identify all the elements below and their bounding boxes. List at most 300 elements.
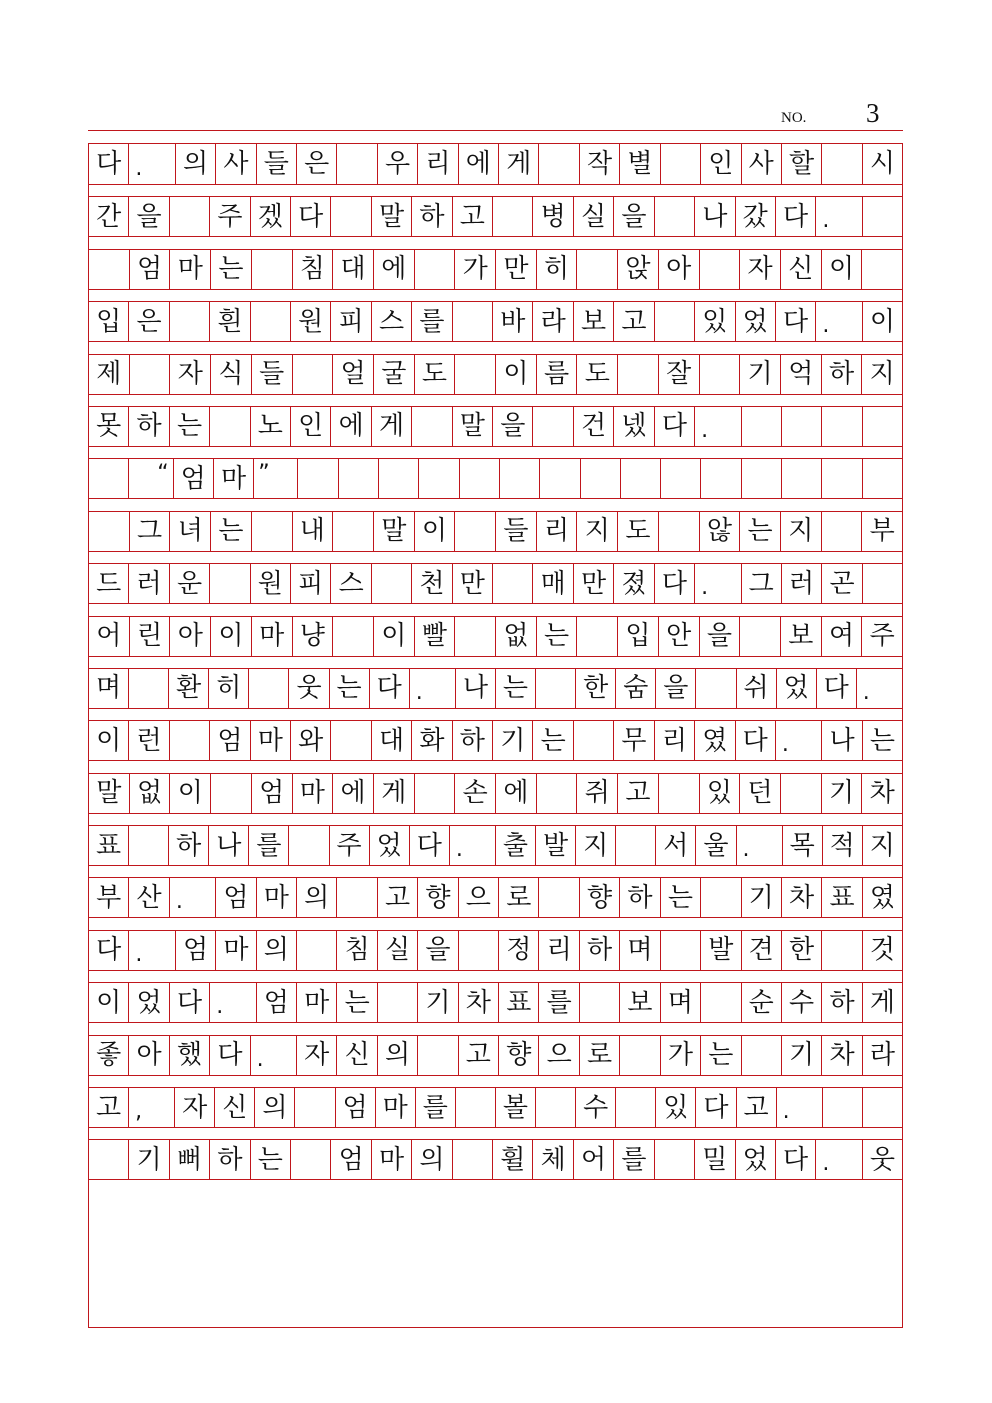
manuscript-cell: . <box>777 1088 823 1127</box>
manuscript-cell: 인 <box>701 144 741 184</box>
manuscript-cell <box>455 617 496 656</box>
manuscript-cell <box>863 197 902 236</box>
manuscript-cell: 운 <box>170 564 210 603</box>
manuscript-cell <box>419 459 459 498</box>
manuscript-cell <box>456 1088 496 1127</box>
manuscript-cell: 울 <box>696 826 736 865</box>
manuscript-row <box>89 144 902 185</box>
manuscript-cell <box>577 250 618 289</box>
manuscript-cell: 엄 <box>130 250 171 289</box>
manuscript-cell: 다 <box>89 931 129 970</box>
manuscript-cell: . <box>170 878 216 917</box>
manuscript-cell <box>379 459 419 498</box>
manuscript-cell: 대 <box>333 250 374 289</box>
manuscript-cell: 다 <box>776 302 816 341</box>
manuscript-cell <box>418 1036 458 1075</box>
manuscript-cell: 만 <box>574 564 614 603</box>
manuscript-cell <box>493 197 533 236</box>
manuscript-cell: 가 <box>455 250 496 289</box>
manuscript-row <box>89 877 902 918</box>
manuscript-cell <box>533 407 573 446</box>
manuscript-cell <box>577 617 618 656</box>
manuscript-cell: 있 <box>656 1088 696 1127</box>
manuscript-cell: 는 <box>170 407 210 446</box>
manuscript-cell: 만 <box>496 250 537 289</box>
manuscript-cell: 로 <box>580 1036 620 1075</box>
manuscript-cell: 리 <box>539 931 579 970</box>
manuscript-cell: 흰 <box>210 302 250 341</box>
manuscript-cell: 지 <box>781 512 822 551</box>
manuscript-cell: 향 <box>580 878 620 917</box>
manuscript-cell <box>539 878 579 917</box>
manuscript-cell <box>581 459 621 498</box>
manuscript-cell: 순 <box>742 983 782 1022</box>
manuscript-cell: 녀 <box>170 512 211 551</box>
manuscript-cell: 없 <box>130 774 171 813</box>
manuscript-cell: 신 <box>215 1088 255 1127</box>
manuscript-cell: 서 <box>656 826 696 865</box>
manuscript-cell: 가 <box>661 1036 701 1075</box>
manuscript-cell: 나 <box>209 826 249 865</box>
manuscript-cell: 마 <box>216 931 256 970</box>
manuscript-cell <box>822 144 862 184</box>
manuscript-cell: 자 <box>170 355 211 394</box>
manuscript-cell: 름 <box>537 355 578 394</box>
manuscript-cell: 으 <box>459 878 499 917</box>
manuscript-cell <box>661 459 701 498</box>
manuscript-cell: 표 <box>89 826 129 865</box>
manuscript-cell <box>742 1036 782 1075</box>
manuscript-cell <box>170 197 210 236</box>
manuscript-cell <box>863 407 902 446</box>
manuscript-cell: 마 <box>297 983 337 1022</box>
manuscript-cell <box>661 931 701 970</box>
manuscript-cell: 이 <box>211 617 252 656</box>
manuscript-cell <box>863 564 902 603</box>
manuscript-cell: 기 <box>493 721 533 760</box>
manuscript-cell <box>655 302 695 341</box>
manuscript-cell: 게 <box>374 774 415 813</box>
manuscript-cell <box>252 250 293 289</box>
manuscript-cell: 자 <box>175 1088 215 1127</box>
manuscript-cell: 엄 <box>216 878 256 917</box>
manuscript-cell: 는 <box>496 669 536 708</box>
manuscript-cell: 을 <box>700 617 741 656</box>
manuscript-cell: 마 <box>372 1140 412 1179</box>
manuscript-cell <box>453 302 493 341</box>
manuscript-cell: 을 <box>418 931 458 970</box>
manuscript-cell: 정 <box>499 931 539 970</box>
manuscript-cell <box>251 302 291 341</box>
manuscript-cell: 다 <box>410 826 450 865</box>
manuscript-cell <box>89 512 130 551</box>
manuscript-cell: 체 <box>533 1140 573 1179</box>
manuscript-cell <box>655 1140 695 1179</box>
manuscript-cell: 겠 <box>251 197 291 236</box>
manuscript-cell: 제 <box>89 355 130 394</box>
manuscript-cell: 는 <box>701 1036 741 1075</box>
manuscript-cell: 다 <box>170 983 210 1022</box>
manuscript-cell: . <box>862 679 870 705</box>
manuscript-cell: 침 <box>293 250 334 289</box>
manuscript-cell <box>536 669 576 708</box>
manuscript-cell: 이 <box>89 721 129 760</box>
manuscript-cell: 고 <box>378 878 418 917</box>
manuscript-cell <box>129 826 169 865</box>
manuscript-cell: 는 <box>337 983 377 1022</box>
manuscript-cell: 피 <box>331 302 371 341</box>
manuscript-cell <box>616 826 656 865</box>
manuscript-cell: 원 <box>291 302 331 341</box>
page-number-label: NO. <box>781 110 807 126</box>
manuscript-cell: 하 <box>580 931 620 970</box>
manuscript-row <box>89 773 902 814</box>
manuscript-cell: 하 <box>412 197 452 236</box>
manuscript-cell: 여 <box>822 617 863 656</box>
manuscript-cell <box>700 355 741 394</box>
manuscript-cell: 입 <box>89 302 129 341</box>
manuscript-cell: 는 <box>211 512 252 551</box>
manuscript-cell <box>331 721 371 760</box>
manuscript-cell: 도 <box>415 355 456 394</box>
manuscript-cell: 무 <box>614 721 654 760</box>
manuscript-cell: 라 <box>869 1040 895 1071</box>
manuscript-cell: . <box>776 721 822 760</box>
manuscript-cell: 산 <box>129 878 169 917</box>
manuscript-cell: 들 <box>252 355 293 394</box>
manuscript-cell: 의 <box>176 144 216 184</box>
manuscript-row <box>89 511 902 552</box>
manuscript-cell: 말 <box>453 407 493 446</box>
manuscript-cell: 는 <box>537 617 578 656</box>
manuscript-cell: 건 <box>574 407 614 446</box>
manuscript-cell: 좋 <box>89 1036 129 1075</box>
manuscript-cell: 었 <box>736 1140 776 1179</box>
manuscript-cell: 드 <box>89 564 129 603</box>
manuscript-cell <box>536 1088 576 1127</box>
manuscript-cell: 잘 <box>659 355 700 394</box>
manuscript-cell: 이 <box>415 512 456 551</box>
manuscript-cell: 견 <box>742 931 782 970</box>
manuscript-cell: 기 <box>129 1140 169 1179</box>
manuscript-cell: 들 <box>496 512 537 551</box>
manuscript-cell: 적 <box>823 826 863 865</box>
manuscript-cell: 어 <box>574 1140 614 1179</box>
manuscript-cell: 하 <box>620 878 660 917</box>
manuscript-cell: 에 <box>496 774 537 813</box>
manuscript-cell: 웃 <box>289 669 329 708</box>
manuscript-cell <box>170 302 210 341</box>
manuscript-cell: 의 <box>257 931 297 970</box>
manuscript-cell: 하 <box>169 826 209 865</box>
manuscript-cell: 러 <box>129 564 169 603</box>
manuscript-cell <box>297 931 337 970</box>
manuscript-cell: 어 <box>89 617 130 656</box>
manuscript-cell <box>863 1088 902 1127</box>
manuscript-cell: 곤 <box>822 564 862 603</box>
manuscript-cell: 은 <box>297 144 337 184</box>
manuscript-cell <box>537 774 578 813</box>
manuscript-cell <box>89 1140 129 1179</box>
manuscript-cell <box>863 459 902 498</box>
manuscript-cell: 에 <box>374 250 415 289</box>
manuscript-cell: 기 <box>742 878 782 917</box>
manuscript-cell: 말 <box>374 512 415 551</box>
manuscript-row <box>89 249 902 290</box>
manuscript-cell: 며 <box>89 669 129 708</box>
manuscript-cell: 고 <box>89 1088 129 1127</box>
manuscript-cell: 한 <box>576 669 616 708</box>
manuscript-cell: 엄 <box>174 459 214 498</box>
manuscript-cell: 엄 <box>252 774 293 813</box>
manuscript-cell: 보 <box>781 617 822 656</box>
manuscript-cell <box>782 459 822 498</box>
manuscript-cell: 다 <box>655 407 695 446</box>
manuscript-cell: 였 <box>695 721 735 760</box>
manuscript-cell <box>740 617 781 656</box>
manuscript-cell: 향 <box>499 1036 539 1075</box>
manuscript-cell: . <box>695 407 741 446</box>
manuscript-cell: 내 <box>293 512 334 551</box>
manuscript-cell: 발 <box>536 826 576 865</box>
manuscript-cell: 작 <box>580 144 620 184</box>
manuscript-cell: 다 <box>817 669 857 708</box>
manuscript-cell: 매 <box>533 564 573 603</box>
manuscript-cell: 노 <box>251 407 291 446</box>
manuscript-cell <box>337 144 377 184</box>
manuscript-cell: 손 <box>455 774 496 813</box>
manuscript-cell: 하 <box>129 407 169 446</box>
manuscript-cell <box>618 355 659 394</box>
manuscript-cell: 말 <box>89 774 130 813</box>
manuscript-cell: , <box>129 1088 175 1127</box>
manuscript-cell: 다 <box>655 564 695 603</box>
manuscript-cell: 않 <box>700 512 741 551</box>
manuscript-cell <box>211 774 252 813</box>
manuscript-cell <box>862 250 902 289</box>
manuscript-cell: 보 <box>620 983 660 1022</box>
manuscript-cell: 히 <box>537 250 578 289</box>
manuscript-cell: 의 <box>297 878 337 917</box>
manuscript-cell: 의 <box>378 1036 418 1075</box>
manuscript-cell <box>249 669 289 708</box>
manuscript-cell: 지 <box>869 830 895 861</box>
manuscript-cell <box>782 407 822 446</box>
manuscript-cell: 로 <box>499 878 539 917</box>
manuscript-cell: . <box>129 144 175 184</box>
manuscript-cell: 던 <box>740 774 781 813</box>
manuscript-cell <box>500 459 540 498</box>
manuscript-cell: 다 <box>210 1036 250 1075</box>
manuscript-cell: 으 <box>539 1036 579 1075</box>
manuscript-cell: 에 <box>331 407 371 446</box>
manuscript-cell: “ <box>129 459 173 498</box>
manuscript-cell: 도 <box>618 512 659 551</box>
manuscript-row <box>89 982 902 1023</box>
manuscript-cell: 자 <box>297 1036 337 1075</box>
manuscript-cell: 입 <box>618 617 659 656</box>
manuscript-row <box>89 563 902 604</box>
manuscript-cell: 병 <box>533 197 573 236</box>
manuscript-cell: 스 <box>372 302 412 341</box>
manuscript-cell: 을 <box>614 197 654 236</box>
manuscript-cell: 스 <box>331 564 371 603</box>
manuscript-cell: 이 <box>496 355 537 394</box>
manuscript-cell: 그 <box>742 564 782 603</box>
manuscript-cell <box>289 826 329 865</box>
manuscript-cell: 마 <box>376 1088 416 1127</box>
manuscript-cell: 표 <box>822 878 862 917</box>
manuscript-cell: 마 <box>252 617 293 656</box>
manuscript-cell: 는 <box>211 250 252 289</box>
manuscript-cell <box>293 355 334 394</box>
manuscript-row <box>89 616 902 657</box>
manuscript-cell: 주 <box>330 826 370 865</box>
manuscript-cell <box>460 459 500 498</box>
manuscript-cell: . <box>816 302 862 341</box>
manuscript-cell <box>337 878 377 917</box>
manuscript-cell: 차 <box>869 778 895 809</box>
manuscript-cell: 는 <box>533 721 573 760</box>
manuscript-cell: 사 <box>742 144 782 184</box>
manuscript-cell <box>331 197 371 236</box>
manuscript-cell: 를 <box>416 1088 456 1127</box>
manuscript-cell: 이 <box>374 617 415 656</box>
manuscript-cell: . <box>450 826 496 865</box>
manuscript-cell <box>291 1140 331 1179</box>
manuscript-cell <box>129 669 169 708</box>
manuscript-cell <box>298 459 338 498</box>
manuscript-cell: 의 <box>255 1088 295 1127</box>
manuscript-cell: 웃 <box>869 1144 895 1175</box>
manuscript-cell: 기 <box>740 355 781 394</box>
manuscript-cell <box>252 512 293 551</box>
manuscript-cell: ” <box>254 459 298 498</box>
manuscript-cell <box>89 459 129 498</box>
manuscript-cell: . <box>816 197 862 236</box>
manuscript-cell: 나 <box>695 197 735 236</box>
manuscript-cell <box>415 250 456 289</box>
manuscript-row <box>89 458 902 499</box>
manuscript-cell: 아 <box>659 250 700 289</box>
header-rule <box>88 130 903 131</box>
manuscript-cell: 했 <box>170 1036 210 1075</box>
manuscript-cell: 라 <box>533 302 573 341</box>
manuscript-cell: 차 <box>782 878 822 917</box>
manuscript-cell: 며 <box>661 983 701 1022</box>
manuscript-cell: 차 <box>822 1036 862 1075</box>
manuscript-cell <box>822 407 862 446</box>
manuscript-sheet <box>88 143 903 1328</box>
manuscript-cell: 수 <box>576 1088 616 1127</box>
manuscript-cell: 다 <box>776 1140 816 1179</box>
manuscript-cell: 마 <box>170 250 211 289</box>
manuscript-cell <box>621 459 661 498</box>
manuscript-cell: 게 <box>499 144 539 184</box>
manuscript-cell: 히 <box>209 669 249 708</box>
manuscript-cell: 마 <box>257 878 297 917</box>
manuscript-cell <box>659 512 700 551</box>
manuscript-cell: 차 <box>459 983 499 1022</box>
manuscript-cell: . <box>129 931 175 970</box>
manuscript-cell <box>539 144 579 184</box>
manuscript-cell: 하 <box>210 1140 250 1179</box>
manuscript-cell: 휠 <box>493 1140 533 1179</box>
manuscript-row <box>89 825 902 866</box>
manuscript-cell: 를 <box>614 1140 654 1179</box>
manuscript-cell: 나 <box>456 669 496 708</box>
manuscript-cell: 게 <box>372 407 412 446</box>
manuscript-cell: 시 <box>869 149 895 179</box>
manuscript-cell: 고 <box>614 302 654 341</box>
manuscript-cell: 게 <box>869 987 895 1018</box>
manuscript-cell <box>659 774 700 813</box>
manuscript-cell: 고 <box>459 1036 499 1075</box>
manuscript-cell: 이 <box>822 250 863 289</box>
manuscript-cell <box>822 512 863 551</box>
manuscript-cell <box>295 1088 335 1127</box>
manuscript-cell <box>453 1140 493 1179</box>
manuscript-cell: 지 <box>576 826 616 865</box>
manuscript-cell: 굴 <box>374 355 415 394</box>
manuscript-cell: 할 <box>782 144 822 184</box>
manuscript-cell: 피 <box>291 564 331 603</box>
manuscript-cell: 갔 <box>736 197 776 236</box>
manuscript-cell: 그 <box>130 512 171 551</box>
manuscript-cell: 를 <box>539 983 579 1022</box>
manuscript-cell: 있 <box>700 774 741 813</box>
manuscript-cell: 는 <box>740 512 781 551</box>
manuscript-cell: 신 <box>781 250 822 289</box>
manuscript-cell <box>210 407 250 446</box>
manuscript-row <box>89 1087 902 1128</box>
manuscript-cell: 실 <box>574 197 614 236</box>
manuscript-cell: 화 <box>412 721 452 760</box>
manuscript-cell: 였 <box>869 882 895 913</box>
manuscript-cell <box>333 617 374 656</box>
manuscript-cell: 대 <box>372 721 412 760</box>
manuscript-cell: 을 <box>493 407 533 446</box>
manuscript-cell: 에 <box>333 774 374 813</box>
manuscript-grid <box>89 144 902 1192</box>
manuscript-cell: 목 <box>783 826 823 865</box>
manuscript-cell <box>580 983 620 1022</box>
manuscript-cell <box>700 250 741 289</box>
manuscript-cell: 부 <box>869 516 895 547</box>
manuscript-cell: 엄 <box>331 1140 371 1179</box>
manuscript-row <box>89 930 902 971</box>
manuscript-cell <box>620 1036 660 1075</box>
manuscript-cell <box>661 144 701 184</box>
manuscript-cell: 부 <box>89 878 129 917</box>
manuscript-cell <box>822 931 862 970</box>
manuscript-cell: 기 <box>418 983 458 1022</box>
manuscript-cell: 수 <box>782 983 822 1022</box>
manuscript-cell: 쥐 <box>577 774 618 813</box>
manuscript-cell <box>339 459 379 498</box>
manuscript-cell: 이 <box>170 774 211 813</box>
manuscript-cell: 간 <box>89 197 129 236</box>
manuscript-cell: 침 <box>337 931 377 970</box>
manuscript-cell: 냥 <box>293 617 334 656</box>
manuscript-cell: 엄 <box>176 931 216 970</box>
manuscript-cell: 다 <box>370 669 410 708</box>
manuscript-cell <box>574 721 614 760</box>
manuscript-cell: 억 <box>781 355 822 394</box>
manuscript-cell: 었 <box>736 302 776 341</box>
manuscript-cell: 식 <box>211 355 252 394</box>
manuscript-cell <box>89 250 130 289</box>
